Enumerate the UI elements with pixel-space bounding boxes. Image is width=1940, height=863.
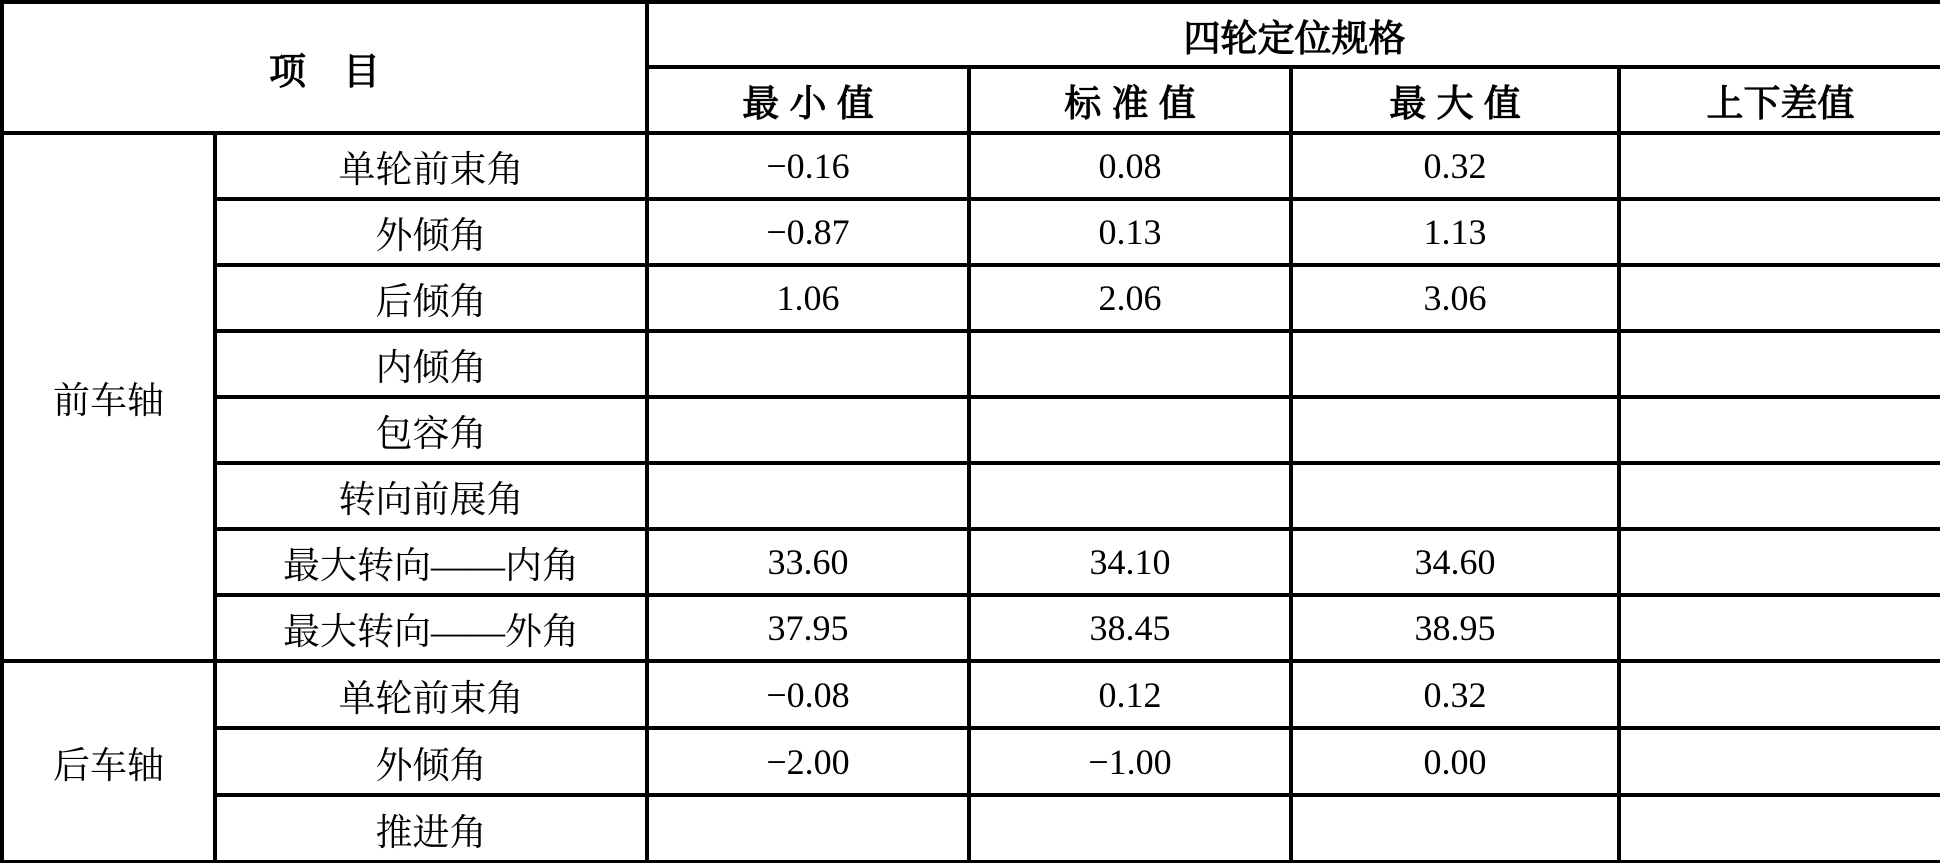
std-cell: 0.13: [969, 199, 1291, 265]
table-row: [2, 728, 1940, 795]
max-cell: 38.95: [1291, 595, 1619, 661]
diff-cell: [1619, 199, 1940, 265]
max-cell: [1291, 463, 1619, 529]
min-cell: −0.87: [647, 199, 969, 265]
std-cell: 34.10: [969, 529, 1291, 595]
item-cell: 单轮前束角: [215, 133, 647, 199]
table-row: [2, 265, 1940, 331]
std-cell: [969, 463, 1291, 529]
col-header-min: 最 小 值: [647, 67, 969, 133]
diff-cell: [1619, 529, 1940, 595]
diff-cell: [1619, 331, 1940, 397]
diff-cell: [1619, 595, 1940, 661]
table-row: [2, 397, 1940, 463]
max-cell: [1291, 331, 1619, 397]
max-cell: 34.60: [1291, 529, 1619, 595]
col-header-max: 最 大 值: [1291, 67, 1619, 133]
min-cell: −0.08: [647, 661, 969, 728]
std-cell: 0.12: [969, 661, 1291, 728]
min-cell: [647, 331, 969, 397]
item-header-cell: 项 目: [2, 2, 647, 133]
max-cell: 0.32: [1291, 133, 1619, 199]
item-cell: 外倾角: [215, 199, 647, 265]
diff-cell: [1619, 463, 1940, 529]
std-cell: 38.45: [969, 595, 1291, 661]
table-row: [2, 133, 1940, 199]
std-cell: 0.08: [969, 133, 1291, 199]
item-cell: 外倾角: [215, 728, 647, 795]
table-row: [2, 529, 1940, 595]
min-cell: 1.06: [647, 265, 969, 331]
max-cell: 0.00: [1291, 728, 1619, 795]
item-cell: 最大转向——内角: [215, 529, 647, 595]
diff-cell: [1619, 397, 1940, 463]
item-cell: 最大转向——外角: [215, 595, 647, 661]
table-row: [2, 199, 1940, 265]
item-cell: 内倾角: [215, 331, 647, 397]
min-cell: 33.60: [647, 529, 969, 595]
item-cell: 包容角: [215, 397, 647, 463]
min-cell: 37.95: [647, 595, 969, 661]
min-cell: [647, 397, 969, 463]
diff-cell: [1619, 795, 1940, 862]
diff-cell: [1619, 133, 1940, 199]
spec-banner-cell: 四轮定位规格: [647, 2, 1940, 67]
max-cell: [1291, 397, 1619, 463]
diff-cell: [1619, 265, 1940, 331]
table-row: [2, 331, 1940, 397]
table-row: [2, 595, 1940, 661]
max-cell: 3.06: [1291, 265, 1619, 331]
table-row: [2, 795, 1940, 862]
max-cell: 1.13: [1291, 199, 1619, 265]
std-cell: 2.06: [969, 265, 1291, 331]
max-cell: [1291, 795, 1619, 862]
min-cell: [647, 463, 969, 529]
diff-cell: [1619, 661, 1940, 728]
item-cell: 单轮前束角: [215, 661, 647, 728]
col-header-std: 标 准 值: [969, 67, 1291, 133]
axle-cell-rear: 后车轴: [2, 661, 215, 862]
axle-cell-front: 前车轴: [2, 133, 215, 661]
table-row: [2, 463, 1940, 529]
item-cell: 推进角: [215, 795, 647, 862]
min-cell: [647, 795, 969, 862]
item-cell: 转向前展角: [215, 463, 647, 529]
std-cell: −1.00: [969, 728, 1291, 795]
diff-cell: [1619, 728, 1940, 795]
std-cell: [969, 795, 1291, 862]
min-cell: −2.00: [647, 728, 969, 795]
max-cell: 0.32: [1291, 661, 1619, 728]
col-header-diff: 上下差值: [1619, 67, 1940, 133]
std-cell: [969, 397, 1291, 463]
item-cell: 后倾角: [215, 265, 647, 331]
std-cell: [969, 331, 1291, 397]
table-row: [2, 661, 1940, 728]
min-cell: −0.16: [647, 133, 969, 199]
